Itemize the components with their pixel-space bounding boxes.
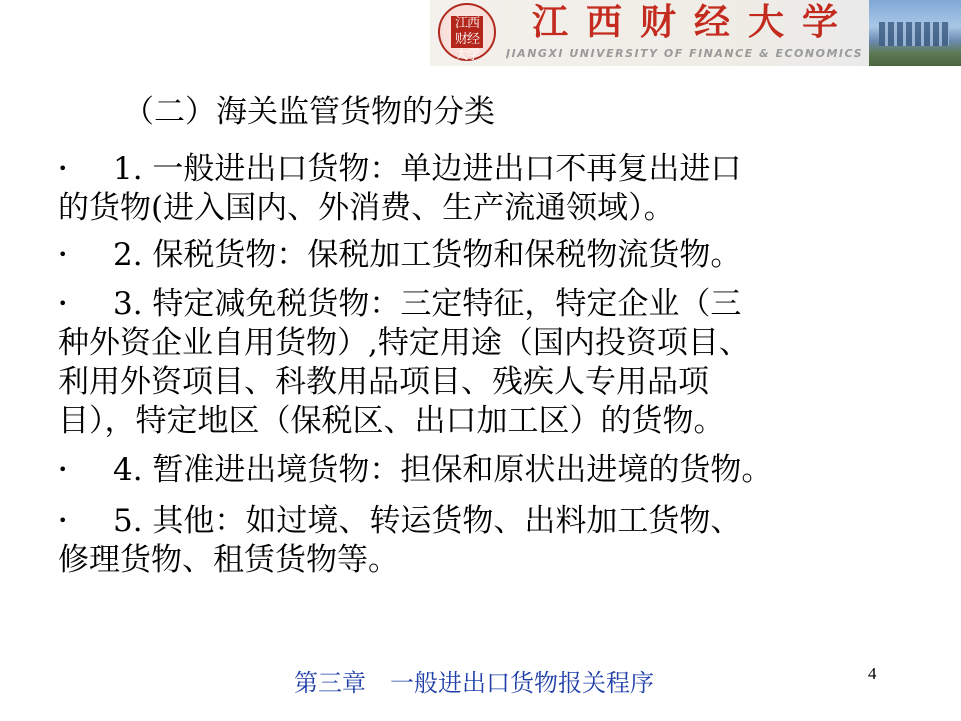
page-number: 4 bbox=[868, 664, 877, 683]
list-item-line: 1. 一般进出口货物：单边进出口不再复出进口 bbox=[113, 151, 742, 187]
university-name-en: JIANGXI UNIVERSITY OF FINANCE & ECONOMICS bbox=[506, 47, 864, 60]
bullet-icon: • bbox=[58, 294, 68, 313]
list-item-line: 4. 暂准进出境货物：担保和原状出进境的货物。 bbox=[113, 452, 773, 488]
list-item-line: 种外资企业自用货物）,特定用途（国内投资项目、 bbox=[58, 325, 750, 361]
list-item-line: 利用外资项目、科教用品项目、残疾人专用品项 bbox=[58, 364, 709, 400]
bullet-icon: • bbox=[58, 460, 68, 479]
list-item-line: 2. 保税货物：保税加工货物和保税物流货物。 bbox=[113, 237, 742, 273]
list-item-line: 5. 其他：如过境、转运货物、出料加工货物、 bbox=[113, 503, 742, 539]
university-name-cn: 江西财经大学 bbox=[532, 1, 857, 43]
bullet-icon: • bbox=[58, 159, 68, 178]
bullet-icon: • bbox=[58, 511, 68, 530]
footer-chapter-title: 第三章 一般进出口货物报关程序 bbox=[294, 669, 654, 697]
bullet-icon: • bbox=[58, 245, 68, 264]
seal-text: 江西财经大学 bbox=[451, 16, 483, 48]
list-item-line: 的货物(进入国内、外消费、生产流通领域）。 bbox=[58, 190, 675, 226]
list-item-line: 目），特定地区（保税区、出口加工区）的货物。 bbox=[58, 403, 725, 439]
list-item-line: 修理货物、租赁货物等。 bbox=[58, 542, 399, 578]
slide-heading: （二）海关监管货物的分类 bbox=[123, 94, 495, 130]
list-item-line: 3. 特定减免税货物：三定特征，特定企业（三 bbox=[113, 286, 742, 322]
